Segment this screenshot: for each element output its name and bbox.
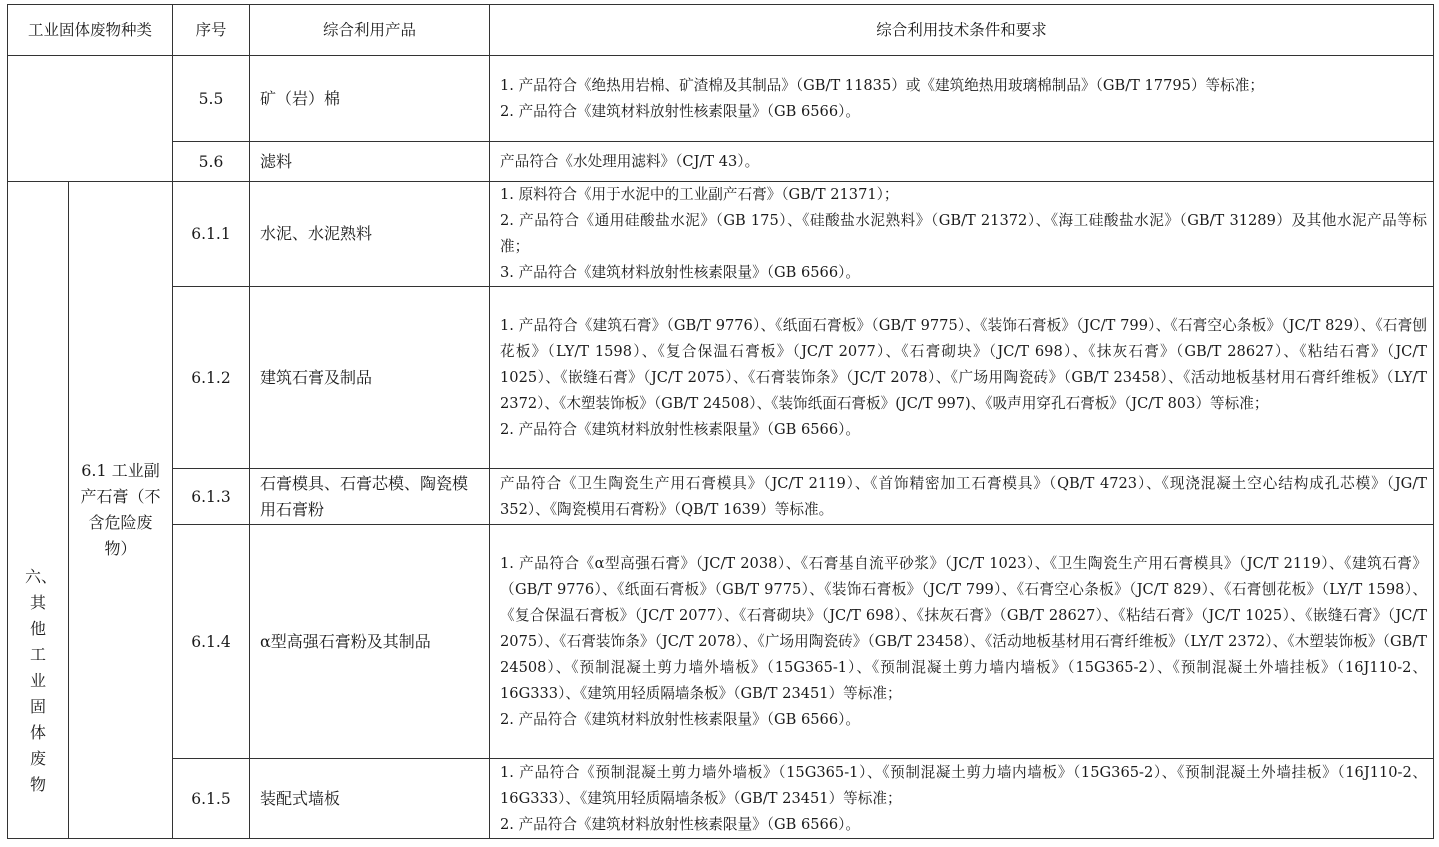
requirement-line: 1. 产品符合《建筑石膏》（GB/T 9776）、《纸面石膏板》（GB/T 9775）、《装饰石膏板》（JC/T 799）、《石膏空心条板》（JC/T 829）、《石膏刨花板》（LY/T 1598）、《复合保温石膏板》（JC/T 2077）、《石膏砌块》（JC/T 698）、《抹灰石膏》（GB/T 28627）、《粘结石膏》（JC/T 1025）、《嵌缝石膏》（JC/T 2075）、《石膏装饰条》（JC/T 2078）、《广场用陶瓷砖》（GB/T 23458）、《活动地板基材用石膏纤维板》（LY/T 2372）、《木塑装饰板》（GB/T 24508）、《装饰纸面石膏板》(JC/T 997)、《吸声用穿孔石膏板》（JC/T 803）等标准； <box>500 316 1427 412</box>
row-requirements <box>490 759 1434 839</box>
header-requirements: 综合利用技术条件和要求 <box>490 5 1434 56</box>
table-row <box>8 142 1434 182</box>
row-number: 6.1.3 <box>173 469 250 525</box>
table-row <box>8 525 1434 759</box>
header-row <box>8 5 1434 56</box>
requirement-line: 2. 产品符合《通用硅酸盐水泥》（GB 175）、《硅酸盐水泥熟料》（GB/T 21372）、《海工硅酸盐水泥》（GB/T 31289）及其他水泥产品等标准； <box>500 212 1427 255</box>
category-main: 六、其他工业固体废物 <box>8 182 69 839</box>
row-requirements <box>490 287 1434 469</box>
standards-table <box>7 4 1434 839</box>
row-requirements <box>490 525 1434 759</box>
row-number: 6.1.5 <box>173 759 250 839</box>
table-row <box>8 469 1434 525</box>
requirement-line: 2. 产品符合《建筑材料放射性核素限量》（GB 6566）。 <box>500 102 861 120</box>
table-row <box>8 287 1434 469</box>
row-number: 6.1.1 <box>173 182 250 287</box>
row-product: 滤料 <box>250 142 490 182</box>
table-row <box>8 56 1434 142</box>
requirement-line: 1. 原料符合《用于水泥中的工业副产石膏》（GB/T 21371）； <box>500 186 899 203</box>
category-sub: 6.1 工业副产石膏（不含危险废物） <box>69 182 173 839</box>
row-number: 6.1.4 <box>173 525 250 759</box>
row-requirements <box>490 56 1434 142</box>
header-product: 综合利用产品 <box>250 5 490 56</box>
row-product: 建筑石膏及制品 <box>250 287 490 469</box>
row-number: 5.6 <box>173 142 250 182</box>
row-requirements <box>490 142 1434 182</box>
header-category: 工业固体废物种类 <box>8 5 173 56</box>
row-number: 5.5 <box>173 56 250 142</box>
requirement-line: 2. 产品符合《建筑材料放射性核素限量》（GB 6566）。 <box>500 815 861 833</box>
requirement-line: 1. 产品符合《预制混凝土剪力墙外墙板》（15G365-1）、《预制混凝土剪力墙内墙板》（15G365-2）、《预制混凝土外墙挂板》（16J110-2、16G333）、《建筑用轻质隔墙条板》（GB/T 23451）等标准； <box>500 763 1427 807</box>
category-cell-5 <box>8 56 173 182</box>
table-row <box>8 759 1434 839</box>
row-product: 石膏模具、石膏芯模、陶瓷模用石膏粉 <box>250 469 490 525</box>
requirement-line: 产品符合《水处理用滤料》（CJ/T 43）。 <box>500 152 760 170</box>
table-row <box>8 182 1434 287</box>
requirement-line: 产品符合《卫生陶瓷生产用石膏模具》（JC/T 2119）、《首饰精密加工石膏模具》（QB/T 4723）、《现浇混凝土空心结构成孔芯模》（JG/T 352）、《陶瓷模用石膏粉》（QB/T 1639）等标准。 <box>500 474 1427 518</box>
row-requirements <box>490 469 1434 525</box>
row-number: 6.1.2 <box>173 287 250 469</box>
requirement-line: 2. 产品符合《建筑材料放射性核素限量》（GB 6566）。 <box>500 710 861 728</box>
header-no: 序号 <box>173 5 250 56</box>
row-product: α型高强石膏粉及其制品 <box>250 525 490 759</box>
row-product: 装配式墙板 <box>250 759 490 839</box>
requirement-line: 3. 产品符合《建筑材料放射性核素限量》（GB 6566）。 <box>500 264 861 281</box>
requirement-line: 2. 产品符合《建筑材料放射性核素限量》（GB 6566）。 <box>500 420 861 438</box>
row-product: 矿（岩）棉 <box>250 56 490 142</box>
row-requirements <box>490 182 1434 287</box>
requirement-line: 1. 产品符合《绝热用岩棉、矿渣棉及其制品》（GB/T 11835）或《建筑绝热用玻璃棉制品》（GB/T 17795）等标准； <box>500 76 1264 94</box>
requirement-line: 1. 产品符合《α型高强石膏》（JC/T 2038）、《石膏基自流平砂浆》（JC/T 1023）、《卫生陶瓷生产用石膏模具》（JC/T 2119）、《建筑石膏》（GB/T 9776）、《纸面石膏板》（GB/T 9775）、《装饰石膏板》（JC/T 799）、《石膏空心条板》（JC/T 829）、《石膏刨花板》（LY/T 1598）、《复合保温石膏板》（JC/T 2077）、《石膏砌块》（JC/T 698）、《抹灰石膏》（GB/T 28627）、《粘结石膏》（JC/T 1025）、《嵌缝石膏》（JC/T 2075）、《石膏装饰条》（JC/T 2078）、《广场用陶瓷砖》（GB/T 23458）、《活动地板基材用石膏纤维板》（LY/T 2372）、《木塑装饰板》（GB/T 24508）、《预制混凝土剪力墙外墙板》（15G365-1）、《预制混凝土剪力墙内墙板》（15G365-2）、《预制混凝土外墙挂板》（16J110-2、16G333）、《建筑用轻质隔墙条板》（GB/T 23451）等标准； <box>500 554 1427 702</box>
row-product: 水泥、水泥熟料 <box>250 182 490 287</box>
